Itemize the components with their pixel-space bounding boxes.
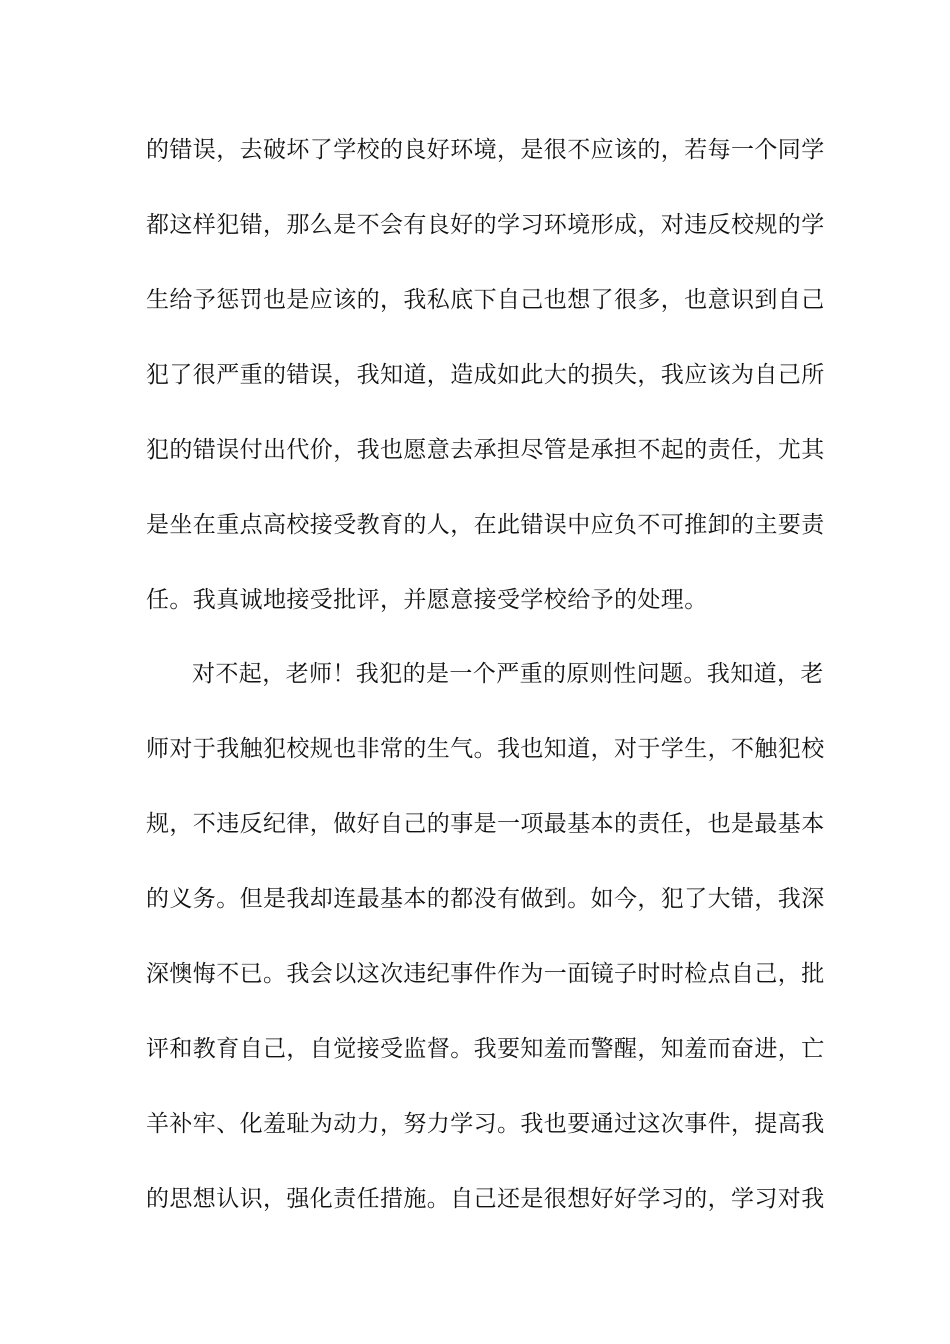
text-line: 犯了很严重的错误，我知道，造成如此大的损失，我应该为自己所 [146,362,825,388]
text-line: 的错误，去破坏了学校的良好环境，是很不应该的，若每一个同学 [146,137,825,163]
text-line: 评和教育自己，自觉接受监督。我要知羞而警醒，知羞而奋进，亡 [146,1036,825,1062]
text-line: 犯的错误付出代价，我也愿意去承担尽管是承担不起的责任，尤其 [146,437,825,463]
text-line: 都这样犯错，那么是不会有良好的学习环境形成，对违反校规的学 [146,212,825,238]
text-line: 的义务。但是我却连最基本的都没有做到。如今，犯了大错，我深 [146,886,825,912]
text-line: 深懊悔不已。我会以这次违纪事件作为一面镜子时时检点自己，批 [146,961,825,987]
text-line: 师对于我触犯校规也非常的生气。我也知道，对于学生，不触犯校 [146,736,825,762]
text-line: 生给予惩罚也是应该的，我私底下自己也想了很多，也意识到自己 [146,287,825,313]
text-line: 是坐在重点高校接受教育的人，在此错误中应负不可推卸的主要责 [146,512,825,538]
text-line: 的思想认识，强化责任措施。自己还是很想好好学习的，学习对我 [146,1186,825,1212]
text-line: 任。我真诚地接受批评，并愿意接受学校给予的处理。 [146,587,708,613]
text-line: 羊补牢、化羞耻为动力，努力学习。我也要通过这次事件，提高我 [146,1111,825,1137]
paragraph-first-line: 对不起，老师！我犯的是一个严重的原则性问题。我知道，老 [192,661,824,687]
text-line: 规，不违反纪律，做好自己的事是一项最基本的责任，也是最基本 [146,811,825,837]
